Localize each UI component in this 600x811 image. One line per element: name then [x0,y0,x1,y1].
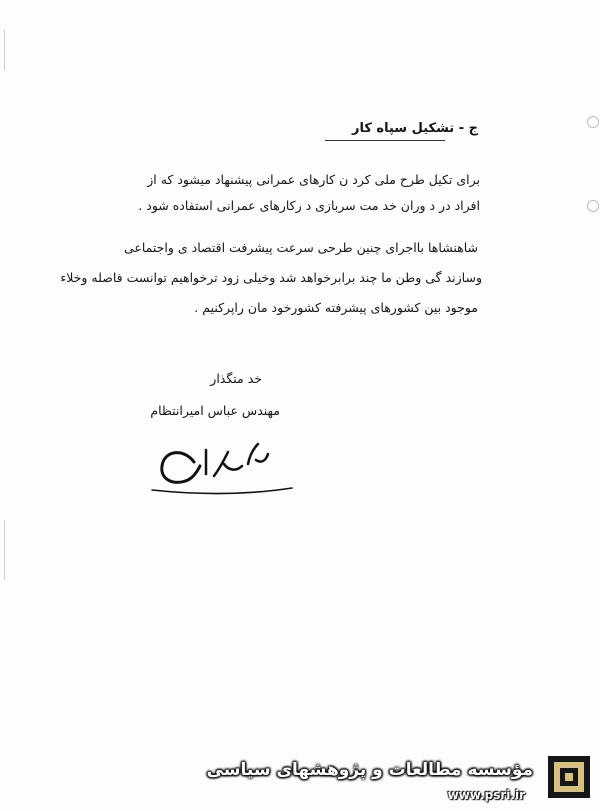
body-line: برای تکیل طرح ملی کرد ن کارهای عمرانی پیشنهاد میشود که از [147,172,480,187]
psri-logo-icon [548,756,590,798]
punch-hole-top [587,116,599,128]
signer-name: مهندس عباس امیرانتظام [150,403,280,418]
scan-edge-mark [4,30,5,70]
body-line: شاهنشاها بااجرای چنین طرحی سرعت پیشرفت اقتصاد ی واجتماعی [123,240,478,255]
body-line: افراد در د وران خد مت سربازی د رکارهای عمرانی استفاده شود . [138,198,480,213]
institute-name: مؤسسه مطالعات و پژوهشهای سیاسی [206,760,533,780]
institute-url: www.psri.ir [447,788,525,802]
closing-text: خد متگذار [210,371,262,386]
footer-watermark [0,748,600,811]
scan-edge-mark [4,520,5,580]
section-heading: ج - تشکیل سپاه کار [351,121,478,136]
heading-underline [325,140,445,141]
body-line: موجود بین کشورهای پیشرفته کشورخود مان راپرکنیم . [194,300,478,315]
handwritten-signature [150,430,300,510]
punch-hole-bottom [587,200,599,212]
body-line: وسازند گی وطن ما چند برابرخواهد شد وخیلی زود ترخواهیم توانست فاصله وخلاء [60,270,482,285]
